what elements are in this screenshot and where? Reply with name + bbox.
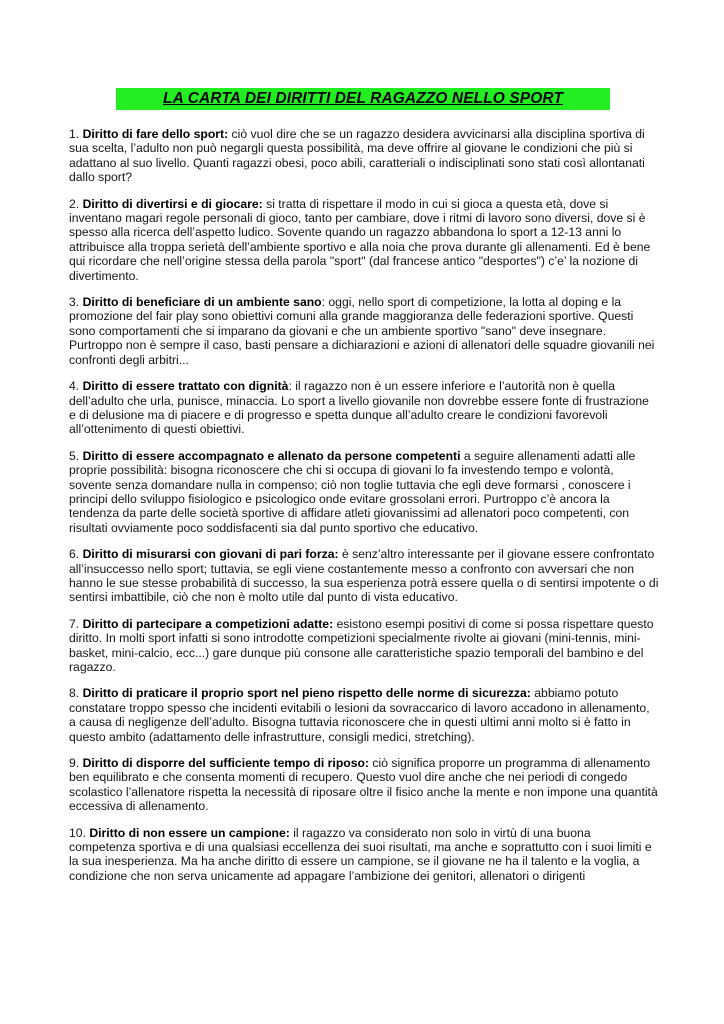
right-heading: Diritto di praticare il proprio sport nel pieno rispetto delle norme di sicurezza: [82,686,531,701]
right-heading: Diritto di essere accompagnato e allenato da persone competenti [82,448,461,463]
document-title: LA CARTA DEI DIRITTI DEL RAGAZZO NELLO SPORT [163,90,563,107]
right-item-10 [69,826,659,884]
right-heading: Diritto di partecipare a competizioni adatte: [82,616,334,631]
right-text: esistono esempi positivi di come si possa rispettare questo diritto. In molti sport infatti si sono introdotte competizioni specialmente rivolte ai giovani (mini-tennis, mini-basket, mini-calcio, ecc...) gare dunque più consone alle caratteristiche spazio temporali del bambino e del ragazzo. [69,616,654,674]
right-text: è senz’altro interessante per il giovane essere confrontato all’insuccesso nello sport; tuttavia, se egli viene costantemente messo a confronto con avversari che non hanno le sue stesse probabilità di successo, la sua esperienza potrà essere quella o di sentirsi impotente o di sentirsi imbattibile, ciò che non è molto utile dal punto di vista educativo. [69,547,659,605]
right-text: a seguire allenamenti adatti alle proprie possibilità: bisogna riconoscere che chi si occupa di giovani lo fa investendo tempo e volontà, sovente senza domandare nulla in compenso; ciò non toglie tuttavia che egli deve formarsi , conoscere i principi dello sviluppo fisiologico e psicologico onde evitare grossolani errori. Purtroppo c’è ancora la tendenza da parte delle società sportive di affidare atleti giovanissimi ad allenatori poco competenti, con risultati ovviamente poco soddisfacenti sia dal punto sportivo che educativo. [69,448,636,535]
right-text: ciò vuol dire che se un ragazzo desidera avvicinarsi alla disciplina sportiva di sua scelta, l’adulto non può negargli questa possibilità, ma deve offrire al giovane le condizioni che più si adattano al suo livello. Quanti ragazzi obesi, poco abili, caratteriali o indisciplinati sono stati così allontanati dallo sport? [69,127,645,185]
right-number: 4. [69,379,80,394]
right-number: 2. [69,196,80,211]
right-heading: Diritto di divertirsi e di giocare: [82,196,263,211]
right-heading: Diritto di beneficiare di un ambiente sano [82,295,322,310]
right-text: il ragazzo va considerato non solo in virtù di una buona competenza sportiva e di una qualsiasi eccellenza dei suoi risultati, ma anche e soprattutto con i suoi limiti e la sua inesperienza. Ma ha anche diritto di essere un campione, se il giovane ne ha il talento e la voglia, a condizione che non serva unicamente ad appagare l’ambizione dei genitori, allenatori o dirigenti [69,825,652,883]
right-number: 1. [69,127,80,141]
right-number: 10. [69,825,86,840]
title-highlight [116,88,610,110]
right-number: 7. [69,616,80,631]
right-number: 8. [69,686,80,701]
right-item-7 [69,617,659,675]
right-number: 6. [69,547,80,562]
right-heading: Diritto di non essere un campione: [89,825,290,840]
right-text: ciò significa proporre un programma di allenamento ben equilibrato e che consenta momenti di recupero. Questo vuol dire anche che nei periodi di congedo scolastico l’allenatore rispetta la necessità di riposare oltre il fisico anche la mente e non impone una quantità eccessiva di allenamento. [69,756,658,814]
right-item-2 [69,197,659,283]
right-heading: Diritto di misurarsi con giovani di pari forza: [82,547,339,562]
right-text: : oggi, nello sport di competizione, la lotta al doping e la promozione del fair play sono obiettivi comuni alla grande maggioranza delle federazioni sportive. Questi sono comportamenti che si imparano da giovani e che un ambiente sportivo "sano" deve insegnare. Purtroppo non è sempre il caso, basti pensare a dichiarazioni e azioni di allenatori delle squadre giovanili nei confronti degli arbitri... [69,295,655,367]
rights-list [69,127,659,895]
right-text: abbiamo potuto constatare troppo spesso che incidenti evitabili o lesioni da sovraccarico di lavoro accadono in allenamento, a causa di negligenze dell’adulto. Bisogna tuttavia riconoscere che in questi ultimi anni molto si è fatto in questo ambito (adattamento delle infrastrutture, consigli medici, stretching). [69,686,650,744]
right-number: 5. [69,448,80,463]
right-item-9 [69,756,659,814]
right-heading: Diritto di disporre del sufficiente tempo di riposo: [82,756,369,771]
right-number: 9. [69,756,80,771]
right-item-3 [69,295,659,367]
right-item-5 [69,449,659,535]
right-text: si tratta di rispettare il modo in cui si gioca a questa età, dove si inventano magari regole personali di gioco, tanto per cambiare, dove i ritmi di lavoro sono diversi, dove si è spesso alla ricerca dell’aspetto ludico. Sovente quando un ragazzo abbandona lo sport a 12-13 anni lo attribuisce alla troppa serietà dell’ambiente sportivo e alla noia che prova durante gli allenamenti. Ed è bene qui ricordare che nell’origine stessa della parola "sport" (dal francese antico "desportes") c’e’ la nozione di divertimento. [69,196,651,283]
right-item-6 [69,547,659,605]
right-item-4 [69,379,659,437]
right-heading: Diritto di essere trattato con dignità [82,379,289,394]
right-item-1 [69,127,659,185]
right-item-8 [69,686,659,744]
right-number: 3. [69,295,80,310]
right-text: : il ragazzo non è un essere inferiore e l’autorità non è quella dell’adulto che urla, punisce, minaccia. Lo sport a livello giovanile non dovrebbe essere fonte di frustrazione e di delusione ma di piacere e di progresso e spetta dunque all’adulto creare le condizioni favorevoli all’ottenimento di questi obiettivi. [69,379,649,437]
right-heading: Diritto di fare dello sport: [82,127,229,141]
